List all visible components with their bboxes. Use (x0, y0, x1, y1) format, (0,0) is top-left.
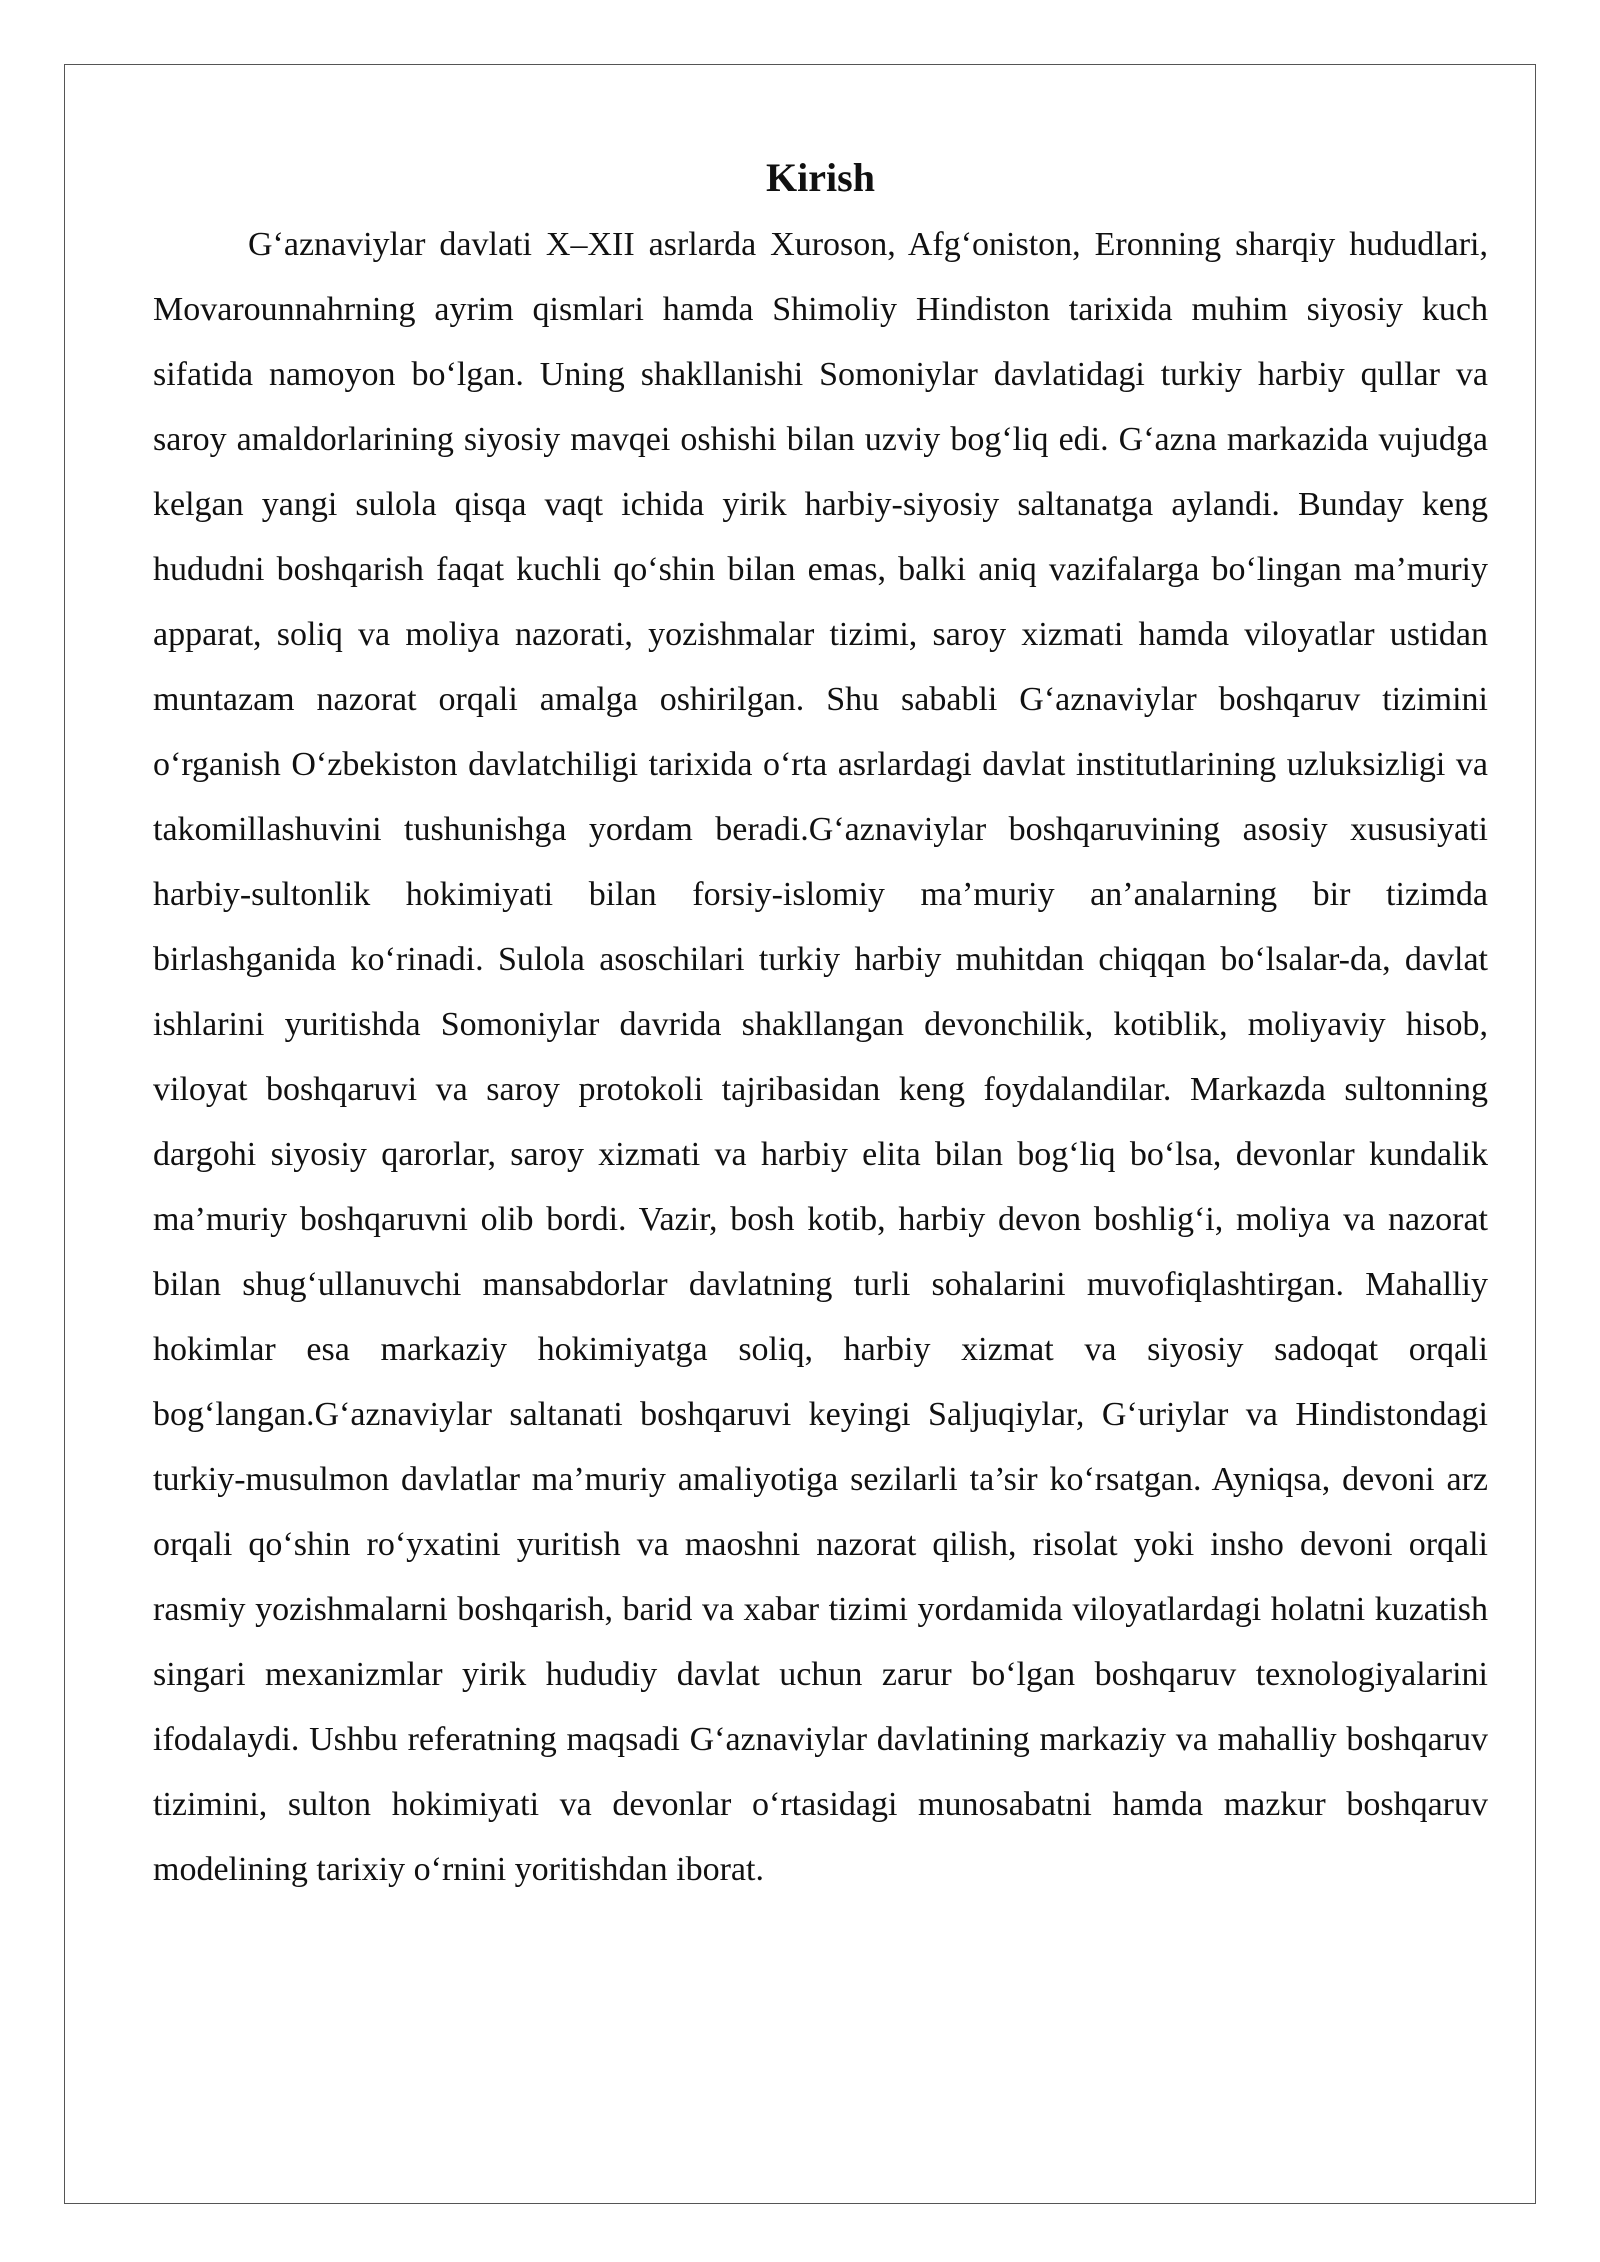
body-paragraph: G‘aznaviylar davlati X–XII asrlarda Xuroson, Afg‘oniston, Eronning sharqiy hududlari, Movarounnahrning ayrim qismlari hamda Shimoliy Hindiston tarixida muhim siyosiy kuch sifatida namoyon bo‘lgan. Uning shakllanishi Somoniylar davlatidagi turkiy harbiy qullar va saroy amaldorlarining siyosiy mavqei oshishi bilan uzviy bog‘liq edi. G‘azna markazida vujudga kelgan yangi sulola qisqa vaqt ichida yirik harbiy-siyosiy saltanatga aylandi. Bunday keng hududni boshqarish faqat kuchli qo‘shin bilan emas, balki aniq vazifalarga bo‘lingan ma’muriy apparat, soliq va moliya nazorati, yozishmalar tizimi, saroy xizmati hamda viloyatlar ustidan muntazam nazorat orqali amalga oshirilgan. Shu sababli G‘aznaviylar boshqaruv tizimini o‘rganish O‘zbekiston davlatchiligi tarixida o‘rta asrlardagi davlat institutlarining uzluksizligi va takomillashuvini tushunishga yordam beradi.G‘aznaviylar boshqaruvining asosiy xususiyati harbiy-sultonlik hokimiyati bilan forsiy-islomiy ma’muriy an’analarning bir tizimda birlashganida ko‘rinadi. Sulola asoschilari turkiy harbiy muhitdan chiqqan bo‘lsalar-da, davlat ishlarini yuritishda Somoniylar davrida shakllangan devonchilik, kotiblik, moliyaviy hisob, viloyat boshqaruvi va saroy protokoli tajribasidan keng foydalandilar. Markazda sultonning dargohi siyosiy qarorlar, saroy xizmati va harbiy elita bilan bog‘liq bo‘lsa, devonlar kundalik ma’muriy boshqaruvni olib bordi. Vazir, bosh kotib, harbiy devon boshlig‘i, moliya va nazorat bilan shug‘ullanuvchi mansabdorlar davlatning turli sohalarini muvofiqlashtirgan. Mahalliy hokimlar esa markaziy hokimiyatga soliq, harbiy xizmat va siyosiy sadoqat orqali bog‘langan.G‘aznaviylar saltanati boshqaruvi keyingi Saljuqiylar, G‘uriylar va Hindistondagi turkiy-musulmon davlatlar ma’muriy amaliyotiga sezilarli ta’sir ko‘rsatgan. Ayniqsa, devoni arz orqali qo‘shin ro‘yxatini yuritish va maoshni nazorat qilish, risolat yoki insho devoni orqali rasmiy yozishmalarni boshqarish, barid va xabar tizimi yordamida viloyatlardagi holatni kuzatish singari mexanizmlar yirik hududiy davlat uchun zarur bo‘lgan boshqaruv texnologiyalarini ifodalaydi. Ushbu referatning maqsadi G‘aznaviylar davlatining markaziy va mahalliy boshqaruv tizimini, sulton hokimiyati va devonlar o‘rtasidagi munosabatni hamda mazkur boshqaruv modelining tarixiy o‘rnini yoritishdan iborat. (153, 226, 1488, 1888)
page-title: Kirish (766, 155, 875, 200)
document-content (153, 150, 1488, 1902)
